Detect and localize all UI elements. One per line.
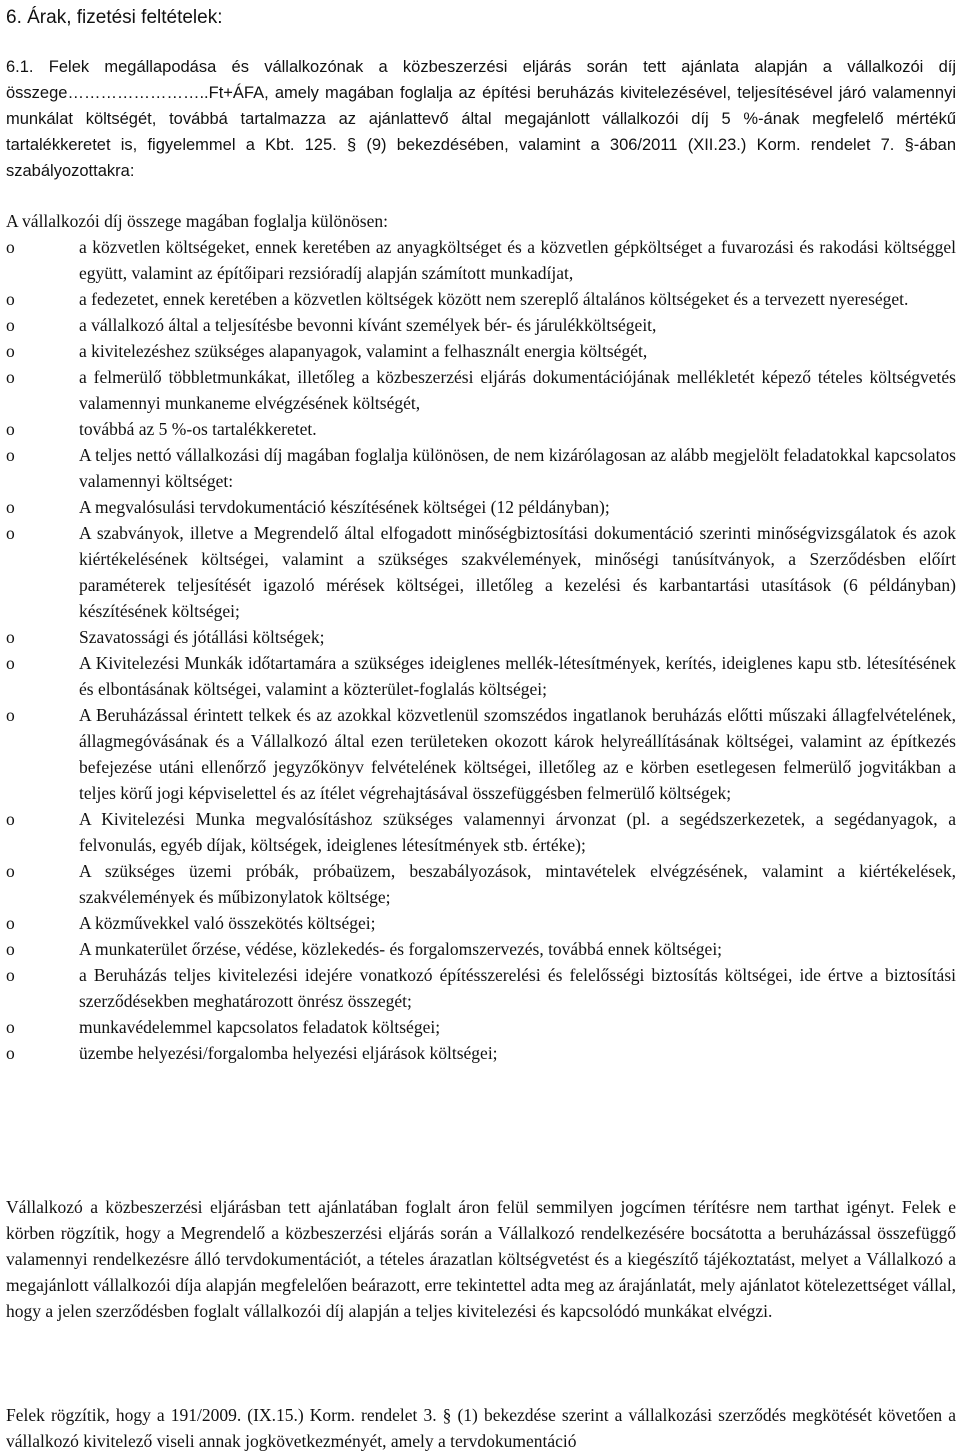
list-item-text: a felmerülő többletmunkákat, illetőleg a közbeszerzési eljárás dokumentációjának mellékletét képező tételes költségvetés valamennyi munkaneme elvégzésének költségét,: [79, 367, 956, 413]
section-sign: §: [904, 136, 914, 154]
bullet-marker: o: [6, 445, 15, 465]
list-item: [6, 806, 956, 858]
bullet-marker: o: [6, 289, 15, 309]
list-item: [6, 936, 956, 962]
list-item-text: a vállalkozó által a teljesítésbe bevonni kívánt személyek bér- és járulékköltségeit,: [79, 315, 657, 335]
list-item-text: A szükséges üzemi próbák, próbaüzem, beszabályozások, mintavételek elvégzésének, valamint a kiértékelések, szakvélemények és műbizonylatok költsége;: [79, 861, 956, 907]
bullet-marker: o: [6, 965, 15, 985]
list-item: [6, 910, 956, 936]
list-item: [6, 858, 956, 910]
bullet-marker: o: [6, 497, 15, 517]
section-sign: §: [346, 136, 357, 154]
list-item-text: üzembe helyezési/forgalomba helyezési eljárások költségei;: [79, 1043, 498, 1063]
list-item-text: A Kivitelezési Munkák időtartamára a szükséges ideiglenes mellék-létesítmények, kerítés, ideiglenes kapu stb. létesítésének és elbontásának költségei, valamint a közterület-foglalás költségei;: [79, 653, 956, 699]
list-item: [6, 416, 956, 442]
intro-paragraph: [6, 54, 956, 184]
bullet-marker: o: [6, 419, 15, 439]
list-item: [6, 494, 956, 520]
bullet-marker: o: [6, 861, 15, 881]
bullet-marker: o: [6, 315, 15, 335]
list-item-text: A Beruházással érintett telkek és az azokkal közvetlenül szomszédos ingatlanok beruházás előtti műszaki állagfelvételének, állagmegóvásának és a Vállalkozó által ezen területeken okozott károk helyreállításának költségei, valamint az építkezés befejezése utáni ellenőrző jegyzőkönyv felvételének költségei, illetőleg az e körben esetlegesen felmerülő jogvitákban a teljes körű jogi képviselettel és az ítélet végrehajtásával összefüggésben felmerülő költségek;: [79, 705, 956, 803]
list-item: [6, 1040, 956, 1066]
list-item-text: Szavatossági és jótállási költségek;: [79, 627, 325, 647]
list-item: [6, 650, 956, 702]
bullet-marker: o: [6, 367, 15, 387]
closing-text-part2: (1) bekezdése szerint a vállalkozási szerződés megkötését követően a vállalkozó kivitelező viseli annak jogkövetkezményét, amely a tervdokumentáció: [6, 1405, 956, 1451]
bullet-marker: o: [6, 809, 15, 829]
section-sign: §: [442, 1405, 452, 1425]
list-item: [6, 234, 956, 286]
bullet-marker: o: [6, 939, 15, 959]
list-item-text: A megvalósulási tervdokumentáció készítésének költségei (12 példányban);: [79, 497, 610, 517]
section-heading: 6. Árak, fizetési feltételek:: [6, 7, 223, 28]
list-item-text: A szabványok, illetve a Megrendelő által elfogadott minőségbiztosítási dokumentáció szerinti minőségvizsgálatok és azok kiértékelésének költségei, valamint a szükséges szakvélemények, minőségi tanúsítványok, a Szerződésben előírt paraméterek teljesítését igazoló mérések költségei, illetőleg a kezelési és karbantartási utasítások (6 példányban) készítésének költségei;: [79, 523, 956, 621]
bullet-marker: o: [6, 341, 15, 361]
list-item: [6, 286, 956, 312]
bullet-marker: o: [6, 1017, 15, 1037]
bullet-marker: o: [6, 653, 15, 673]
list-item-text: továbbá az 5 %-os tartalékkeretet.: [79, 419, 317, 439]
list-item-text: a közvetlen költségeket, ennek keretében az anyagköltséget és a közvetlen gépköltséget a fuvarozási és rakodási költséggel együtt, valamint az építőipari rezsióradíj alapján számított munkadíjat,: [79, 237, 956, 283]
list-item-text: munkavédelemmel kapcsolatos feladatok költségei;: [79, 1017, 441, 1037]
closing-paragraph: [6, 1402, 956, 1454]
list-item-text: a kivitelezéshez szükséges alapanyagok, valamint a felhasznált energia költségét,: [79, 341, 648, 361]
list-item: [6, 962, 956, 1014]
list-item-text: a Beruházás teljes kivitelezési idejére vonatkozó építésszerelési és felelősségi biztosítás költségei, ide értve a biztosítási szerződésekben meghatározott önrész összegét;: [79, 965, 956, 1011]
list-item: [6, 624, 956, 650]
list-item: [6, 520, 956, 624]
list-item-text: A közművekkel való összekötés költségei;: [79, 913, 376, 933]
list-lead-text: A vállalkozói díj összege magában foglalja különösen:: [6, 211, 388, 231]
list-item: [6, 312, 956, 338]
closing-text-part1: Felek rögzítik, hogy a 191/2009. (IX.15.) Korm. rendelet 3.: [6, 1405, 443, 1425]
bullet-marker: o: [6, 913, 15, 933]
bullet-marker: o: [6, 627, 15, 647]
cost-items-list: [6, 234, 956, 1066]
bullet-marker: o: [6, 705, 15, 725]
pricing-paragraph: Vállalkozó a közbeszerzési eljárásban tett ajánlatában foglalt áron felül semmilyen jogcímen térítésre nem tarthat igényt. Felek e körben rögzítik, hogy a Megrendelő a közbeszerzési eljárás során a Vállalkozó rendelkezésére bocsátotta a beruházással összefüggő valamennyi rendelkezésre álló tervdokumentációt, a tételes árazatlan költségvetést és a kiegészítő tájékoztatást, melyet a Vállalkozó a megajánlott vállalkozói díja alapján megfelelően beárazott, erre tekintettel adta meg az árajánlatát, mely ajánlatot kötelezettséget vállal, hogy a jelen szerződésben foglalt vállalkozói díj alapján a teljes kivitelezési és kapcsolódó munkákat elvégzi.: [6, 1197, 956, 1321]
intro-text-part2: (9) bekezdésében, valamint a 306/2011 (XII.23.) Korm. rendelet 7.: [356, 136, 905, 154]
list-item-text: A munkaterület őrzése, védése, közlekedés- és forgalomszervezés, továbbá ennek költségei;: [79, 939, 723, 959]
intro-text-part1: 6.1. Felek megállapodása és vállalkozónak a közbeszerzési eljárás során tett ajánlata alapján a vállalkozói díj összege……………………..Ft+ÁFA, amely magában foglalja az építési beruházás kivitelezésével, teljesítésével járó valamennyi munkálat költségét, továbbá tartalmazza az ajánlattevő által megajánlott vállalkozói díj 5 %-ának megfelelő mértékű tartalékkeretet is, figyelemmel a Kbt. 125.: [6, 58, 956, 154]
bullet-marker: o: [6, 523, 15, 543]
list-item: [6, 702, 956, 806]
bullet-marker: o: [6, 1043, 15, 1063]
list-item: [6, 338, 956, 364]
intro-text-part3: -ában szabályozottakra:: [6, 136, 956, 180]
list-item: [6, 1014, 956, 1040]
list-item: [6, 442, 956, 494]
list-item-text: A Kivitelezési Munka megvalósításhoz szükséges valamennyi árvonzat (pl. a segédszerkezetek, a segédanyagok, a felvonulás, egyéb díjak, költségek, ideiglenes létesítmények stb. értéke);: [79, 809, 956, 855]
list-item-text: A teljes nettó vállalkozási díj magában foglalja különösen, de nem kizárólagosan az alább megjelölt feladatokkal kapcsolatos valamennyi költséget:: [79, 445, 956, 491]
list-item: [6, 364, 956, 416]
list-item-text: a fedezetet, ennek keretében a közvetlen költségek között nem szereplő általános költségeket és a tervezett nyereséget.: [79, 289, 909, 309]
bullet-marker: o: [6, 237, 15, 257]
